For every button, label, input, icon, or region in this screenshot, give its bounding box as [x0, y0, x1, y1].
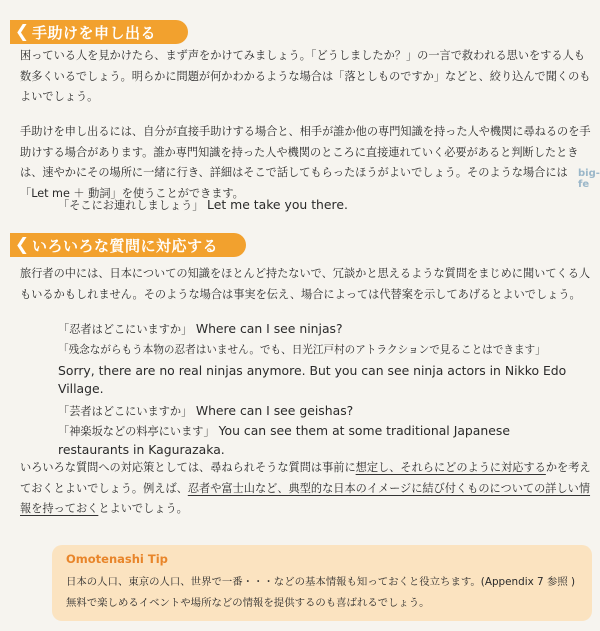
example-japanese: 「神楽坂などの料亭にいます」: [58, 425, 215, 438]
closing-text: とよいでしょう。: [98, 502, 188, 515]
example-japanese: 「残念ながらもう本物の忍者はいません。でも、日光江戸村のアトラクションで見ることはできます」: [58, 344, 546, 356]
closing-text-underlined: 忍者や富士山など、典型的な日本のイメージに結び付くものに: [187, 481, 501, 495]
tip-line: 無料で楽しめるイベントや場所などの情報を提供するのも喜ばれるでしょう。: [66, 597, 430, 609]
paragraph-offering-help-intro: 困っている人を見かけたら、まず声をかけてみましょう。「どうしましたか？」の一言で救われる思いをする人も数多くいるでしょう。明らかに問題が何かわかるような場合は「落としものですか」などと、絞り込んで聞くのもよいでしょう。: [20, 49, 591, 103]
example-let-me: [58, 194, 594, 216]
example-english: You can see them at some traditional Japanese restaurants in Kagurazaka.: [58, 423, 510, 457]
section-heading-offering-help: [10, 20, 188, 44]
paragraph-question-strategy: [20, 458, 592, 520]
chevron-left-icon: ❮: [14, 234, 30, 255]
tip-title: Omotenashi Tip: [66, 552, 168, 566]
example-english: Where can I see ninjas?: [195, 321, 343, 336]
closing-text-underlined: 想定し、それらにどのように対応する: [355, 461, 546, 474]
example-english: Let me take you there.: [207, 197, 348, 212]
paragraph-various-questions: 旅行者の中には、日本についての知識をほとんど持たないで、冗談かと思えるような質問をまじめに聞いてくる人もいるかもしれません。そのような場合は事実を伝え、場合によっては代替案を示してあげるとよいでしょう。: [20, 267, 591, 301]
example-japanese: 「芸者はどこにいますか」: [58, 405, 193, 418]
example-japanese: 「忍者はどこにいますか」: [58, 323, 193, 336]
section-heading-text: いろいろな質問に対応する: [32, 236, 219, 255]
example-english: Where can I see geishas?: [195, 403, 354, 418]
example-japanese: 「そこにお連れしましょう」: [58, 199, 204, 212]
edge-text-fragment: big-fe: [578, 168, 600, 190]
chevron-left-icon: ❮: [14, 21, 30, 42]
example-item: [58, 340, 594, 361]
example-list: [58, 318, 594, 459]
example-item: [58, 362, 588, 398]
example-item: [58, 400, 594, 422]
closing-text: かを考えておくとよいでしょう。例えば、: [20, 461, 591, 495]
section-heading-various-questions: [10, 233, 246, 257]
tip-line: 日本の人口、東京の人口、世界で一番・・・などの基本情報も知っておくと役立ちます。(Appendix 7 参照 ): [66, 576, 576, 588]
example-item: [58, 318, 594, 340]
closing-text: いろいろな質問への対応策としては、尋ねられそうな質問は事前に: [20, 461, 356, 474]
section-heading-text: 手助けを申し出る: [32, 23, 157, 42]
example-item: [58, 422, 578, 459]
omotenashi-tip-box: [52, 545, 592, 621]
example-english: Sorry, there are no real ninjas anymore. But you can see ninja actors in Nikko Edo Village.: [58, 363, 567, 396]
closing-text-underlined: ついての詳しい情報を持っておく: [20, 481, 591, 515]
paragraph-offering-help-detail: 手助けを申し出るには、自分が直接手助けする場合と、相手が誰か他の専門知識を持った人や機関に尋ねるのを手助けする場合があります。誰か専門知識を持った人や機関のところに直接連れていく必要があると判断したときは、速やかにその場所に一緒に行き、詳細はそこで話してもらったほうがよいでしょう。そのような場合には「Let me ＋ 動詞」を使うことができます。: [20, 125, 591, 200]
